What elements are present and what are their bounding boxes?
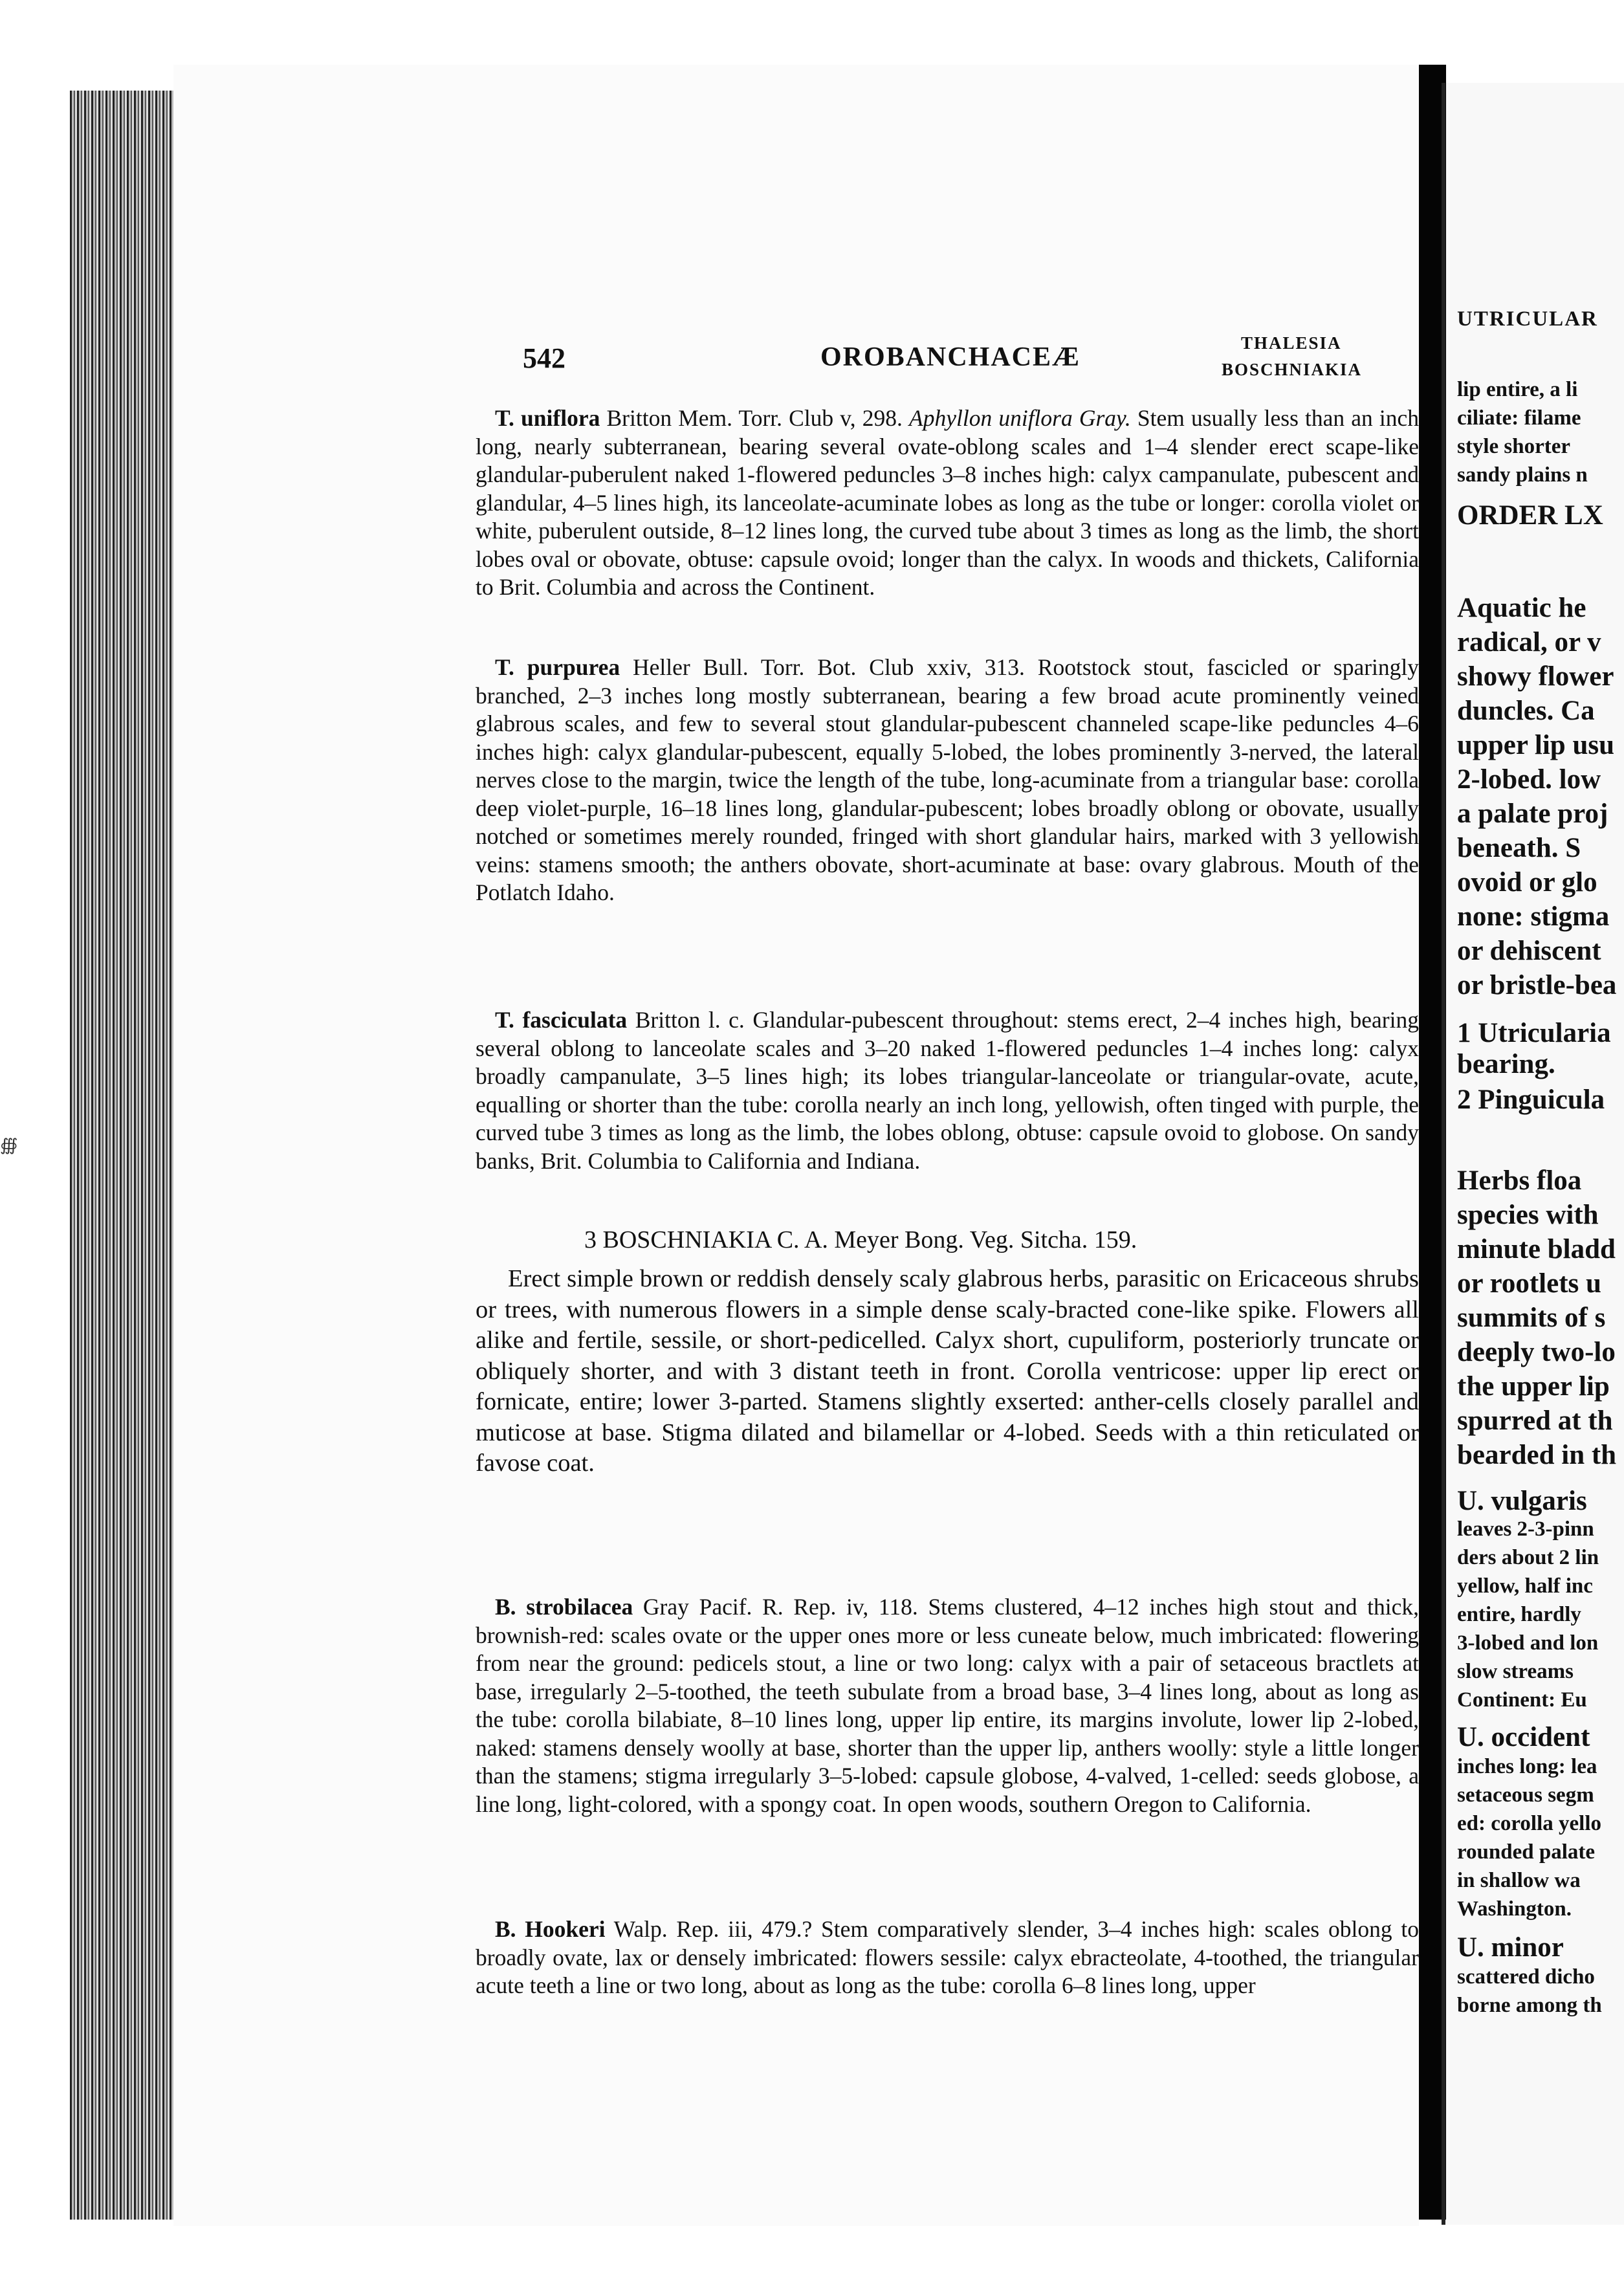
species-name: B. strobilacea xyxy=(495,1594,633,1620)
species-paragraph xyxy=(476,1593,1419,1818)
species-citation: Heller Bull. Torr. Bot. Club xxiv, 313. xyxy=(633,654,1025,680)
species-name: B. Hookeri xyxy=(495,1916,606,1942)
genus-heading: 3 BOSCHNIAKIA C. A. Meyer Bong. Veg. Sitcha. 159. xyxy=(584,1226,1137,1253)
right-page-line: 2-lobed. low xyxy=(1457,764,1601,795)
genus-header-boschniakia: BOSCHNIAKIA xyxy=(1222,360,1363,379)
right-page-line: ed: corolla yello xyxy=(1457,1812,1602,1835)
species-citation: Britton l. c. xyxy=(635,1007,745,1033)
book-page-edges xyxy=(70,91,186,2220)
right-page-line: bearing. xyxy=(1457,1049,1555,1079)
right-page-line: lip entire, a li xyxy=(1457,378,1578,401)
right-page-header: UTRICULAR xyxy=(1457,307,1598,331)
species-description: Glandular-pubescent throughout: stems erect, 2–4 inches high, bearing several oblong to lanceolate scales and 3–20 naked 1-flowered peduncles 1–4 inches long: calyx broadly campanulate, 3–5 lines high; its lobes triangular-lanceolate or triangular-ovate, acute, equalling or shorter than the tube: corolla nearly an inch long, yellowish, often tinged with purple, the curved tube 3 times as long as the limb, the lobes oblong, obtuse: capsule ovoid to globose. On sandy banks, Brit. Columbia to California and Indiana. xyxy=(476,1007,1419,1174)
right-page-line: upper lip usu xyxy=(1457,730,1615,760)
right-page-line: yellow, half inc xyxy=(1457,1574,1593,1598)
right-page-line: none: stigma xyxy=(1457,901,1610,932)
right-page-line: minute bladd xyxy=(1457,1234,1616,1264)
right-page-line: the upper lip xyxy=(1457,1371,1610,1402)
right-page-line: borne among th xyxy=(1457,1994,1602,2017)
right-page-line: in shallow wa xyxy=(1457,1869,1581,1892)
species-paragraph xyxy=(476,654,1419,907)
family-header: OROBANCHACEÆ xyxy=(820,342,1081,372)
species-entry xyxy=(476,1593,1419,1818)
species-name: T. fasciculata xyxy=(495,1007,628,1033)
right-page-line: setaceous segm xyxy=(1457,1783,1594,1807)
right-page-line: Aquatic he xyxy=(1457,593,1586,623)
right-page-line: leaves 2-3-pinn xyxy=(1457,1517,1594,1541)
species-entry xyxy=(476,404,1419,602)
species-name: T. uniflora xyxy=(495,405,600,431)
species-citation: Walp. Rep. iii, 479.? xyxy=(613,1916,813,1942)
right-page-line: 1 Utricularia xyxy=(1457,1018,1611,1048)
genus-header-thalesia: THALESIA xyxy=(1241,333,1342,353)
species-paragraph xyxy=(476,1006,1419,1175)
right-page-line: ovoid or glo xyxy=(1457,867,1597,898)
right-page-edge xyxy=(1442,83,1445,2225)
page-number: 542 xyxy=(523,342,565,374)
right-page-line: ORDER LX xyxy=(1457,500,1603,531)
right-page-line: or rootlets u xyxy=(1457,1268,1601,1299)
right-page-line: radical, or v xyxy=(1457,627,1601,657)
right-page-line: a palate proj xyxy=(1457,799,1608,829)
right-page-line: or bristle-bea xyxy=(1457,970,1617,1000)
right-page-line: beneath. S xyxy=(1457,833,1581,863)
species-description: Stem usually less than an inch long, nearly subterranean, bearing several ovate-oblong scales and 1–4 slender erect scape-like glandular-puberulent naked 1-flowered peduncles 3–8 inches high: calyx campanulate, pubescent and glandular, 4–5 lines high, its lanceolate-acuminate lobes as long as the tube or longer: corolla violet or white, puberulent outside, 8–12 lines long, the curved tube about 3 times as long as the limb, the short lobes oval or obovate, obtuse: capsule ovoid; longer than the calyx. In woods and thickets, California to Brit. Columbia and across the Continent. xyxy=(476,405,1420,600)
right-page-line: ciliate: filame xyxy=(1457,406,1581,430)
right-page-line: U. occident xyxy=(1457,1722,1590,1752)
species-name: T. purpurea xyxy=(495,654,620,680)
right-page-line: spurred at th xyxy=(1457,1406,1613,1436)
right-page-line: ders about 2 lin xyxy=(1457,1546,1599,1569)
genus-description: Erect simple brown or reddish densely scaly glabrous herbs, parasitic on Ericaceous shrubs or trees, with numerous flowers in a simple dense scaly-bracted cone-like spike. Flowers all alike and fertile, sessile, or short-pedicelled. Calyx short, cupuliform, posteriorly truncate or obliquely shorter, and with 3 distant teeth in front. Corolla ventricose: upper lip erect or fornicate, entire; lower 3-parted. Stamens slightly exserted: anther-cells closely parallel and muticose at base. Stigma dilated and bilamellar or 4-lobed. Seeds with a thin reticulated or favose coat. xyxy=(476,1265,1419,1477)
species-citation: Gray Pacif. R. Rep. iv, 118. xyxy=(642,1594,918,1620)
margin-mark: ∰ xyxy=(0,1136,18,1154)
species-entry xyxy=(476,1915,1419,2000)
species-description: Stems clustered, 4–12 inches high stout and thick, brownish-red: scales ovate or the upper ones more or less cuneate below, much imbricated: flowering from near the ground: pedicels stout, a line or two long: calyx with a pair of setaceous bractlets at base, irregularly 2–5-toothed, the teeth subulate from a broad base, 3–4 lines long, about as long as the tube: corolla bilabiate, 8–10 lines long, upper lip entire, its margins involute, lower lip 2-lobed, naked: stamens densely woolly at base, shorter than the upper lip, anthers woolly: style a little longer than the stamens; stigma irregularly 3–5-lobed: capsule globose, 4-valved, 1-celled: seeds globose, a line long, light-colored, with a spongy coat. In open woods, southern Oregon to California. xyxy=(476,1594,1420,1817)
right-page-line: style shorter xyxy=(1457,435,1571,458)
right-page-line: inches long: lea xyxy=(1457,1755,1597,1778)
species-description: Rootstock stout, fascicled or sparingly branched, 2–3 inches long mostly subterranean, bearing a few broad acute prominently veined glabrous scales, and few to several stout glandular-pubescent channeled scape-like peduncles 4–6 inches high: calyx glandular-pubescent, equally 5-lobed, the lobes prominently 3-nerved, the lateral nerves close to the margin, twice the length of the tube, long-acuminate from a triangular base: corolla deep violet-purple, 16–18 lines long, glandular-pubescent; lobes broadly oblong or obovate, usually notched or sometimes merely rounded, fringed with short glandular hairs, marked with 3 yellowish veins: stamens smooth; the anthers obovate, short-acuminate at base: ovary glabrous. Mouth of the Potlatch Idaho. xyxy=(476,654,1419,905)
right-page-line: sandy plains n xyxy=(1457,463,1588,487)
right-page-line: slow streams xyxy=(1457,1660,1574,1683)
species-entry xyxy=(476,654,1419,907)
species-paragraph xyxy=(476,1915,1419,2000)
right-page-line: 3-lobed and lon xyxy=(1457,1631,1599,1655)
right-page-line: or dehiscent xyxy=(1457,936,1601,966)
right-page-line: 2 Pinguicula xyxy=(1457,1085,1605,1115)
right-page-line: entire, hardly xyxy=(1457,1603,1581,1626)
right-page-line: rounded palate xyxy=(1457,1840,1596,1864)
right-page-line: Continent: Eu xyxy=(1457,1688,1587,1712)
right-page-line: U. vulgaris xyxy=(1457,1486,1587,1516)
genus-section xyxy=(476,1225,1419,1479)
species-synonym: Aphyllon uniflora Gray. xyxy=(909,405,1131,431)
species-description: Stem comparatively slender, 3–4 inches high: scales oblong to broadly ovate, lax or densely imbricated: flowers sessile: calyx ebracteolate, 4-toothed, the triangular acute teeth a line or two long, about as long as the tube: corolla 6–8 lines long, upper xyxy=(476,1916,1419,1998)
right-page-line: Washington. xyxy=(1457,1897,1572,1921)
species-paragraph xyxy=(476,404,1419,602)
right-page-line: species with xyxy=(1457,1200,1599,1230)
right-page-line: duncles. Ca xyxy=(1457,696,1595,726)
right-page-line: summits of s xyxy=(1457,1303,1606,1333)
right-page-line: U. minor xyxy=(1457,1932,1564,1963)
right-page-line: bearded in th xyxy=(1457,1440,1617,1470)
right-page-line: deeply two-lo xyxy=(1457,1337,1616,1367)
species-entry xyxy=(476,1006,1419,1175)
species-citation: Britton Mem. Torr. Club v, 298. xyxy=(606,405,903,431)
right-page-line: Herbs floa xyxy=(1457,1165,1582,1196)
right-page-line: showy flower xyxy=(1457,661,1614,692)
right-page-line: scattered dicho xyxy=(1457,1965,1595,1989)
